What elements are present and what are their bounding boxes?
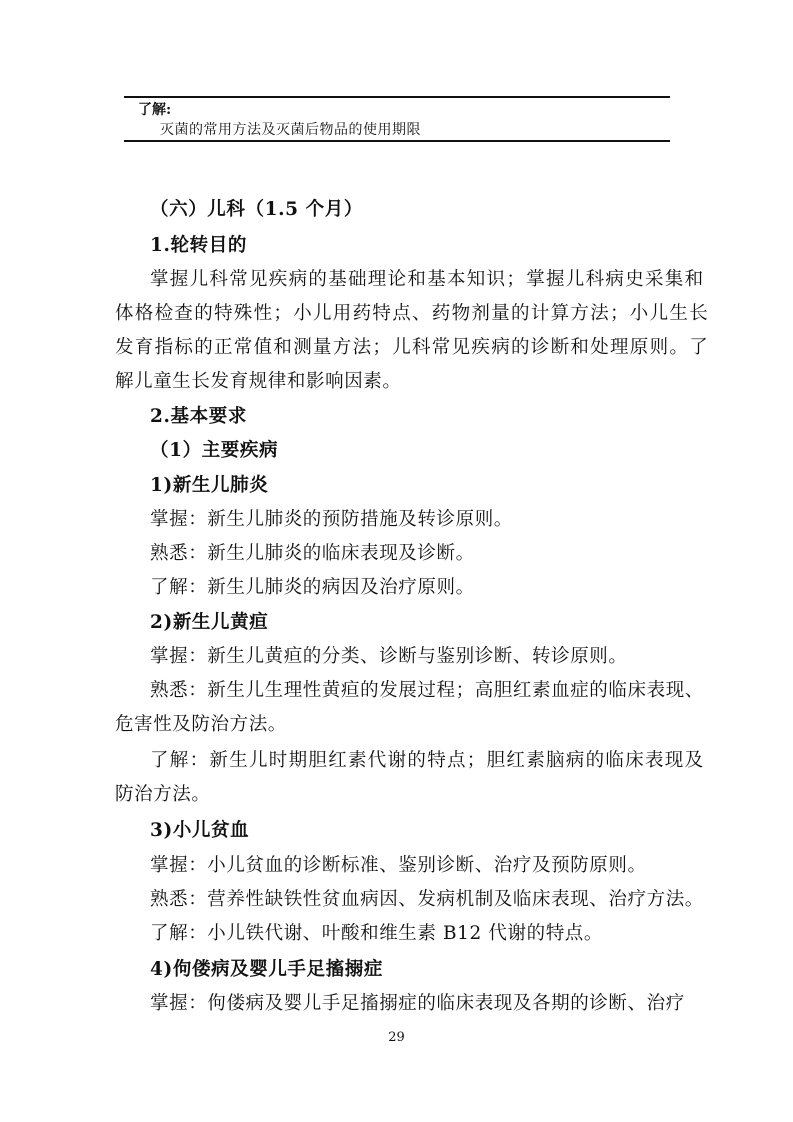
disease-title: 4)佝偻病及婴儿手足搐搦症	[150, 959, 383, 980]
disease-master: 掌握：新生儿黄疸的分类、诊断与鉴别诊断、转诊原则。	[150, 646, 628, 667]
table-bottom-rule	[124, 140, 670, 142]
page-number: 29	[388, 1030, 405, 1045]
disease-know: 了解：小儿铁代谢、叶酸和维生素 B12 代谢的特点。	[150, 923, 603, 944]
disease-master: 掌握：小儿贫血的诊断标准、鉴别诊断、治疗及预防原则。	[150, 855, 647, 876]
table-cell: 灭菌的常用方法及灭菌后物品的使用期限	[160, 122, 421, 138]
disease-title: 3)小儿贫血	[150, 820, 250, 841]
purpose-line: 发育指标的正常值和测量方法；儿科常见疾病的诊断和处理原则。了	[115, 337, 710, 358]
disease-title: 2)新生儿黄疸	[150, 612, 269, 633]
purpose-line: 解儿童生长发育规律和影响因素。	[115, 371, 402, 392]
disease-familiar: 熟悉：营养性缺铁性贫血病因、发病机制及临床表现、治疗方法。	[150, 889, 704, 910]
disease-familiar: 熟悉：新生儿生理性黄疸的发展过程；高胆红素血症的临床表现、	[150, 680, 704, 701]
section-title: （六）儿科（1.5 个月）	[150, 199, 363, 220]
disease-familiar-cont: 危害性及防治方法。	[115, 714, 287, 735]
disease-know: 了解：新生儿肺炎的病因及治疗原则。	[150, 577, 475, 598]
heading-diseases: （1）主要疾病	[150, 440, 279, 461]
disease-familiar: 熟悉：新生儿肺炎的临床表现及诊断。	[150, 543, 475, 564]
disease-know: 了解：新生儿时期胆红素代谢的特点；胆红素脑病的临床表现及	[150, 750, 705, 771]
heading-purpose: 1.轮转目的	[150, 235, 247, 256]
table-header: 了解:	[138, 102, 172, 118]
purpose-line: 体格检查的特殊性；小儿用药特点、药物剂量的计算方法；小儿生长	[115, 303, 710, 324]
heading-requirements: 2.基本要求	[150, 406, 247, 427]
purpose-line: 掌握儿科常见疾病的基础理论和基本知识；掌握儿科病史采集和	[150, 269, 705, 290]
disease-know-cont: 防治方法。	[115, 784, 211, 805]
disease-title: 1)新生儿肺炎	[150, 475, 269, 496]
disease-master: 掌握：新生儿肺炎的预防措施及转诊原则。	[150, 509, 513, 530]
disease-master: 掌握：佝偻病及婴儿手足搐搦症的临床表现及各期的诊断、治疗	[150, 993, 685, 1014]
table-top-rule	[124, 96, 670, 98]
